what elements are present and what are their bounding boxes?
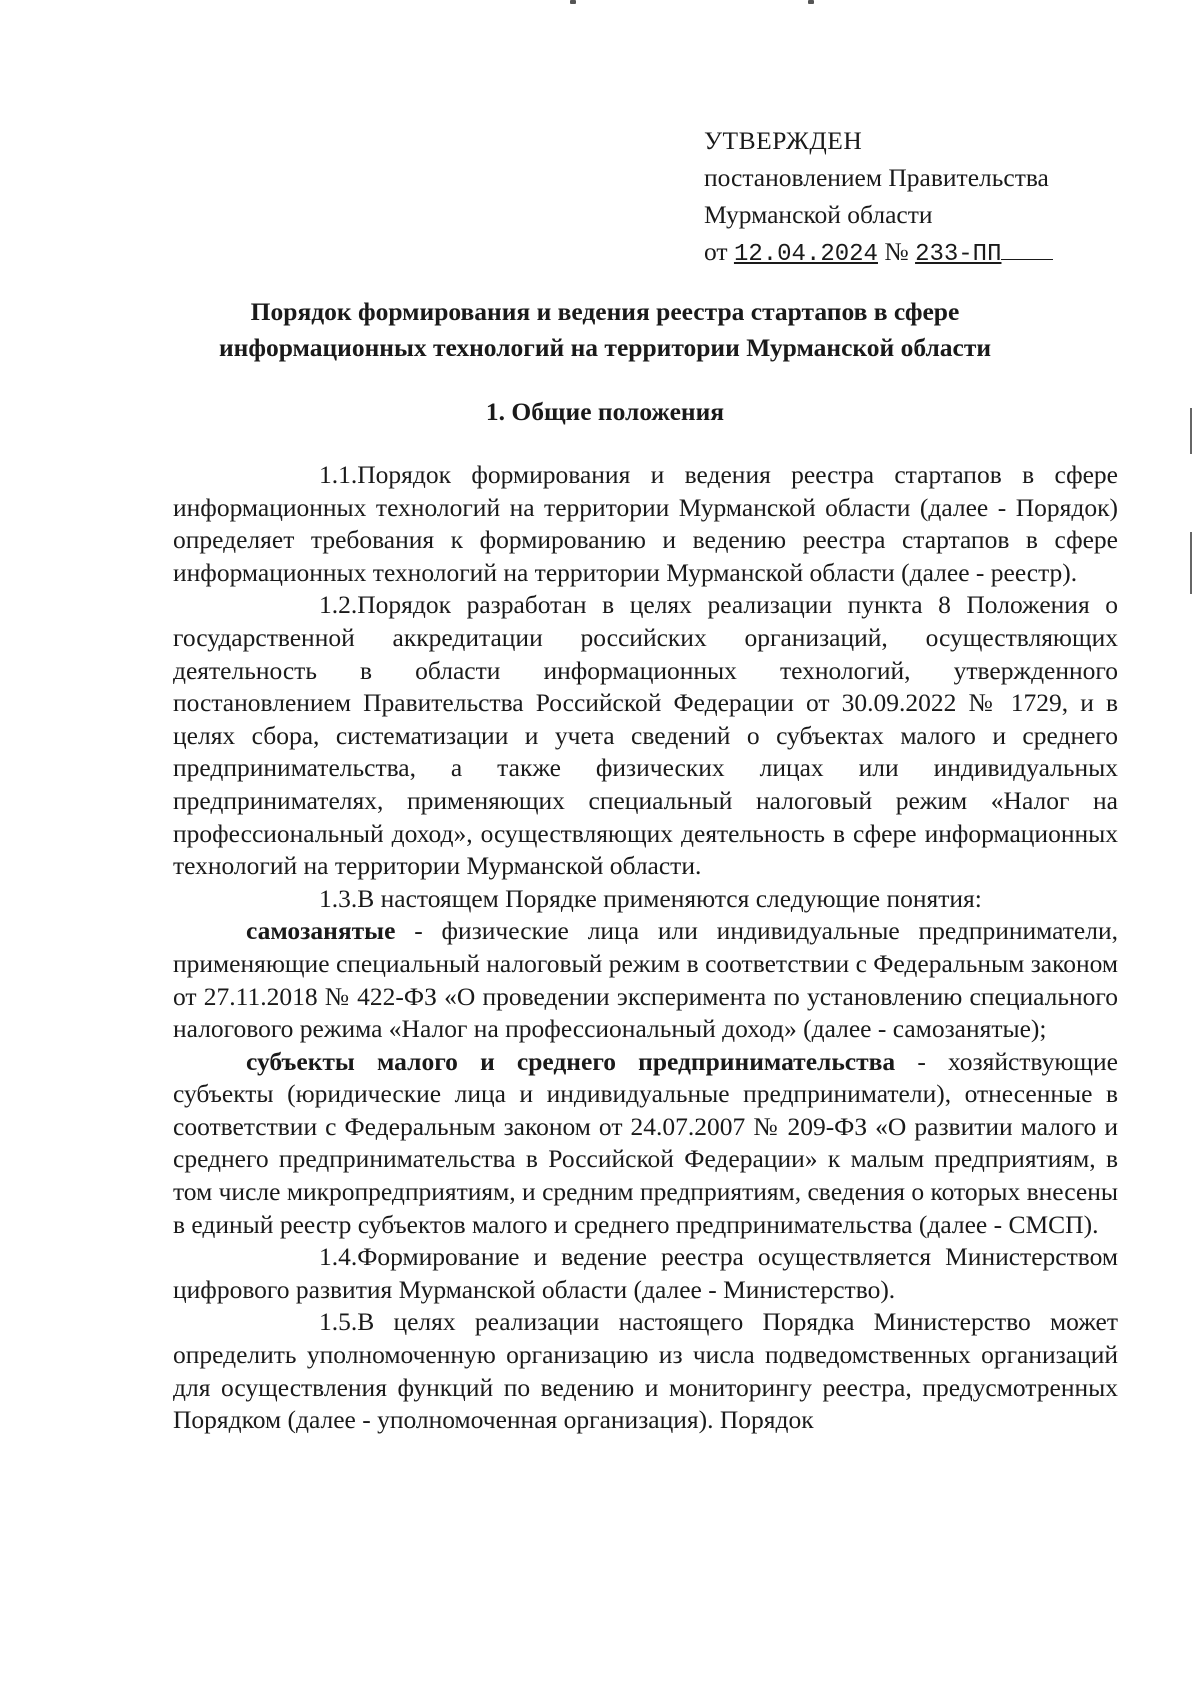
paragraph-text: Порядок формирования и ведения реестра стартапов в сфере информационных технологий на территории Мурманской области (далее - Порядок) определяет требования к формированию и ведению реестра стартапов в сфере информационных технологий на территории Мурманской области (далее - реестр). <box>173 460 1118 587</box>
approval-date-line <box>704 233 1053 273</box>
term: субъекты малого и среднего предпринимательства <box>246 1046 896 1076</box>
scan-marks <box>560 0 820 8</box>
number-underline <box>1001 237 1053 260</box>
scan-mark <box>570 0 576 4</box>
scan-mark <box>808 0 814 4</box>
approval-heading: УТВЕРЖДЕН <box>704 126 863 155</box>
paragraph-1-5 <box>173 1306 1118 1436</box>
paragraph-1-4 <box>173 1241 1118 1306</box>
title-line-2: информационных технологий на территории Мурманской области <box>218 333 992 362</box>
paragraph-text: В настоящем Порядке применяются следующие понятия: <box>357 883 982 913</box>
approval-stamp-block <box>704 122 1053 273</box>
approval-number: 233-ПП <box>915 241 1002 268</box>
paragraph-text: В целях реализации настоящего Порядка Министерство может определить уполномоченную организацию из числа подведомственных организаций для осуществления функций по ведению и мониторингу реестра, предусмотренных Порядком (далее - уполномоченная организация). Порядок <box>173 1307 1118 1435</box>
scan-edge-mark <box>1190 532 1192 594</box>
section-heading: 1. Общие положения <box>485 397 725 426</box>
document-body <box>173 459 1118 1437</box>
approval-date: 12.04.2024 <box>733 241 878 268</box>
approval-line-1: постановлением Правительства <box>704 163 1049 192</box>
paragraph-1-2 <box>173 589 1118 882</box>
paragraph-number: 1.4. <box>319 1242 358 1272</box>
paragraph-1-3 <box>173 883 1118 916</box>
scan-edge-mark <box>1190 408 1192 454</box>
term-definition: - физические лица или индивидуальные предприниматели, применяющие специальный налоговый режим в соответствии с Федеральным законом от 27.11.2018 № 422-ФЗ «О проведении эксперимента по установлению специального налогового режима «Налог на профессиональный доход» (далее - самозанятые); <box>173 916 1118 1044</box>
document-title <box>160 294 1050 366</box>
paragraph-number: 1.2. <box>319 590 358 620</box>
paragraph-number: 1.3. <box>319 883 358 913</box>
definition-self-employed <box>173 915 1118 1045</box>
date-prefix: от <box>704 237 728 266</box>
term: самозанятые <box>246 916 396 946</box>
paragraph-number: 1.1. <box>319 460 358 489</box>
definition-smb <box>173 1046 1118 1242</box>
term-definition: - хозяйствующие субъекты (юридические лица и индивидуальные предприниматели), отнесенные в соответствии с Федеральным законом от 24.07.2007 № 209-ФЗ «О развитии малого и среднего предпринимательства в Российской Федерации» к малым предприятиям, в том числе микропредприятиям, и средним предприятиям, сведения о которых внесены в единый реестр субъектов малого и среднего предпринимательства (далее - СМСП). <box>173 1046 1118 1239</box>
title-line-1: Порядок формирования и ведения реестра стартапов в сфере <box>250 297 960 326</box>
approval-line-2: Мурманской области <box>704 200 933 229</box>
paragraph-number: 1.5. <box>319 1307 358 1337</box>
paragraph-1-1 <box>173 459 1118 589</box>
paragraph-text: Формирование и ведение реестра осуществляется Министерством цифрового развития Мурманской области (далее - Министерство). <box>173 1242 1118 1304</box>
paragraph-text: Порядок разработан в целях реализации пункта 8 Положения о государственной аккредитации российских организаций, осуществляющих деятельность в области информационных технологий, утвержденного постановлением Правительства Российской Федерации от 30.09.2022 № 1729, и в целях сбора, систематизации и учета сведений о субъектах малого и среднего предпринимательства, а также физических лицах или индивидуальных предпринимателях, применяющих специальный налоговый режим «Налог на профессиональный доход», осуществляющих деятельность в сфере информационных технологий на территории Мурманской области. <box>173 590 1118 881</box>
number-prefix: № <box>884 237 909 266</box>
